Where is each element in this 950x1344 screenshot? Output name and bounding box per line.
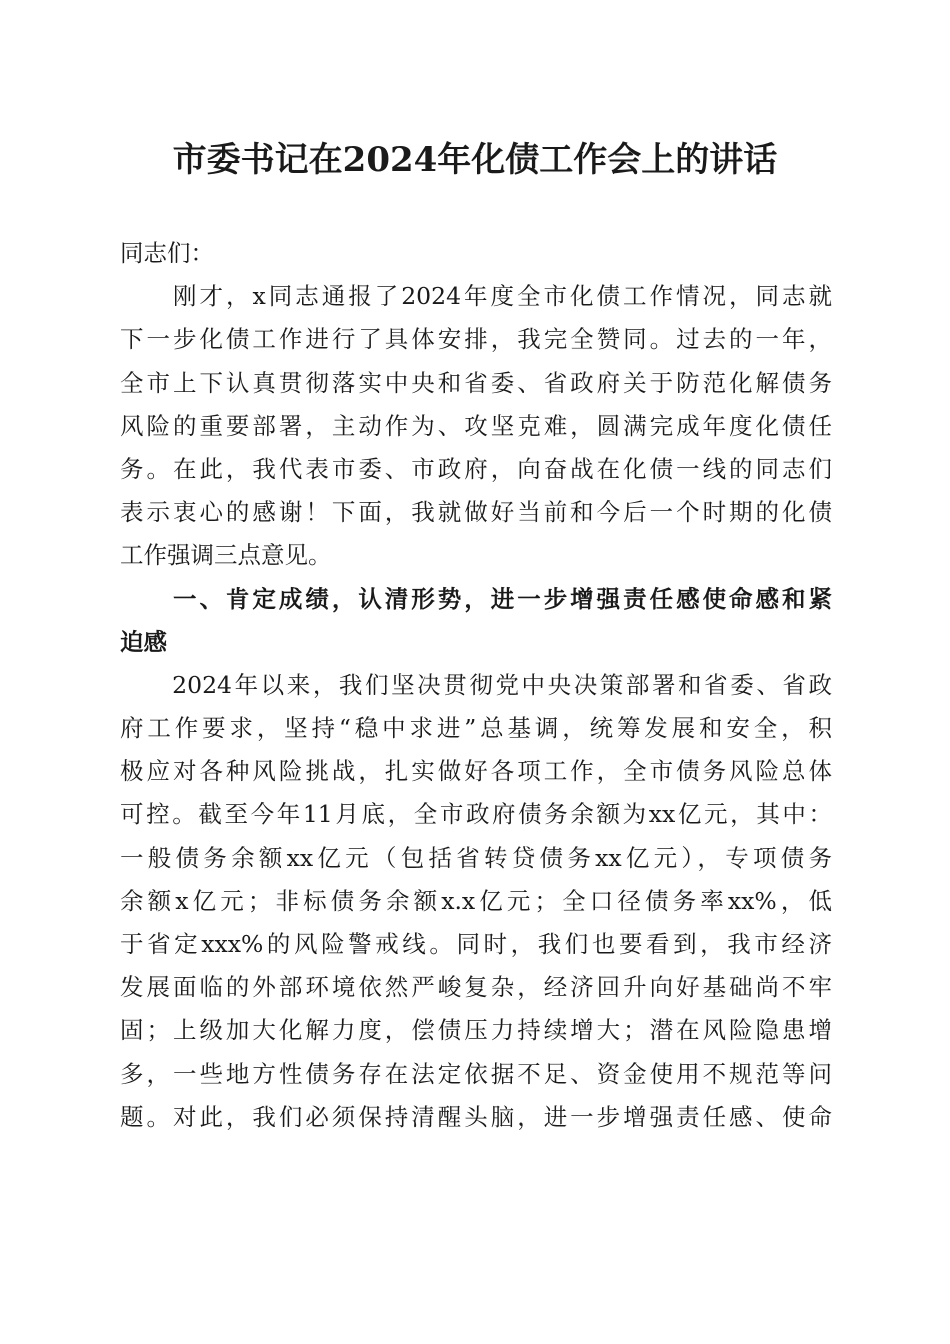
paragraph-line: 2024年以来，我们坚决贯彻党中央决策部署和省委、省政 — [120, 670, 832, 699]
paragraph-line: 发展面临的外部环境依然严峻复杂，经济回升向好基础尚不牢 — [120, 973, 832, 1002]
paragraph-line: 全市上下认真贯彻落实中央和省委、省政府关于防范化解债务 — [120, 368, 832, 397]
paragraph-line: 刚才，x同志通报了2024年度全市化债工作情况，同志就 — [120, 282, 832, 311]
paragraph-line: 多，一些地方性债务存在法定依据不足、资金使用不规范等问 — [120, 1059, 832, 1088]
paragraph-line: 可控。截至今年11月底，全市政府债务余额为xx亿元，其中： — [120, 800, 832, 829]
paragraph-line: 风险的重要部署，主动作为、攻坚克难，圆满完成年度化债任 — [120, 411, 832, 440]
paragraph-line: 余额x亿元；非标债务余额x.x亿元；全口径债务率xx%，低 — [120, 886, 832, 915]
paragraph-line: 题。对此，我们必须保持清醒头脑，进一步增强责任感、使命 — [120, 1102, 832, 1131]
paragraph-line: 一般债务余额xx亿元（包括省转贷债务xx亿元），专项债务 — [120, 843, 832, 872]
section-heading-line: 迫感 — [120, 627, 167, 656]
speech-body — [120, 232, 832, 1139]
paragraph-line: 固；上级加大化解力度，偿债压力持续增大；潜在风险隐患增 — [120, 1016, 832, 1045]
page-title: 市委书记在2024年化债工作会上的讲话 — [172, 140, 778, 180]
paragraph-line: 下一步化债工作进行了具体安排，我完全赞同。过去的一年， — [120, 325, 832, 354]
paragraph-line: 于省定xxx%的风险警戒线。同时，我们也要看到，我市经济 — [120, 930, 832, 958]
paragraph-line: 极应对各种风险挑战，扎实做好各项工作，全市债务风险总体 — [120, 757, 832, 786]
paragraph-line: 府工作要求，坚持“稳中求进”总基调，统筹发展和安全，积 — [120, 714, 832, 743]
salutation-line: 同志们： — [120, 239, 214, 267]
paragraph-line: 务。在此，我代表市委、市政府，向奋战在化债一线的同志们 — [120, 454, 832, 483]
paragraph-line: 工作强调三点意见。 — [120, 541, 332, 570]
section-heading-line: 一、肯定成绩，认清形势，进一步增强责任感使命感和紧 — [120, 584, 832, 613]
paragraph-line: 表示衷心的感谢！下面，我就做好当前和今后一个时期的化债 — [120, 498, 832, 527]
